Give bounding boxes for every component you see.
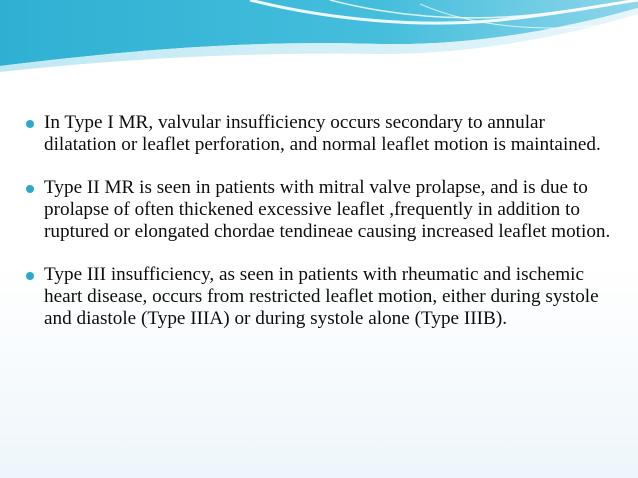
slide-content [26, 112, 618, 351]
header-wave-decoration [0, 0, 638, 80]
bullet-item-type-1 [26, 112, 618, 156]
bullet-dot-icon [26, 120, 34, 128]
bullet-text: Type III insufficiency, as seen in patients with rheumatic and ischemic heart disease, occurs from restricted leaflet motion, either during systole and diastole (Type IIIA) or during systole alone (Type IIIB). [44, 264, 599, 329]
bullet-text: Type II MR is seen in patients with mitral valve prolapse, and is due to prolapse of often thickened excessive leaflet ,frequently in addition to ruptured or elongated chordae tendineae causing increased leaflet motion. [44, 177, 611, 242]
bullet-item-type-2 [26, 177, 618, 243]
bullet-dot-icon [26, 185, 34, 193]
bullet-item-type-3 [26, 264, 618, 330]
bullet-dot-icon [26, 272, 34, 280]
bullet-text: In Type I MR, valvular insufficiency occurs secondary to annular dilatation or leaflet perforation, and normal leaflet motion is maintained. [44, 112, 601, 155]
bullet-list [26, 112, 618, 330]
